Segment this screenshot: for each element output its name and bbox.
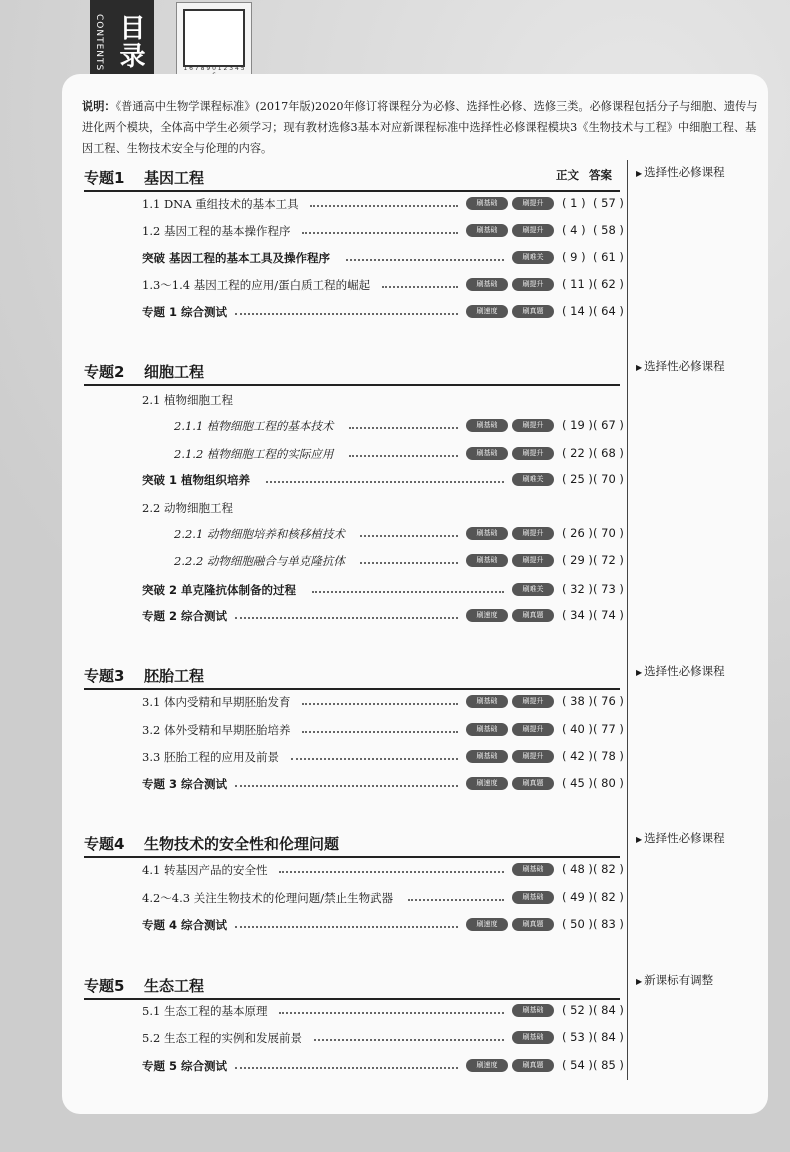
toc-entry-label: 2.1.2 植物细胞工程的实际应用 — [174, 447, 334, 461]
leader-dots — [310, 205, 458, 207]
practice-chip: 刷速度 — [466, 305, 508, 318]
note-label: 说明： — [82, 100, 116, 113]
column-main: 正文 — [556, 168, 579, 182]
toc-entry-label: 2.1.1 植物细胞工程的基本技术 — [174, 419, 334, 433]
practice-chip: 刷提升 — [512, 447, 554, 460]
unit-number: 专题4 — [84, 835, 125, 853]
toc-row — [0, 917, 625, 933]
toc-entry-label: 5.1 生态工程的基本原理 — [142, 1004, 268, 1018]
practice-chip: 刷基础 — [512, 863, 554, 876]
answer-page-number: ( 61 ) — [593, 250, 624, 264]
toc-entry-label: 2.2.1 动物细胞培养和核移植技术 — [174, 527, 345, 541]
toc-entry-label: 2.2 动物细胞工程 — [142, 501, 233, 515]
leader-dots — [235, 785, 458, 787]
answer-page-number: ( 82 ) — [593, 862, 624, 876]
practice-chip: 刷速度 — [466, 777, 508, 790]
practice-chip: 刷基础 — [466, 278, 508, 291]
practice-chip: 刷速度 — [466, 918, 508, 931]
practice-chip: 刷提升 — [512, 197, 554, 210]
page-number: ( 48 ) — [562, 862, 593, 876]
toc-row — [0, 776, 625, 792]
barcode-digits: 1 6 7 8 9 0 1 2 3 4 5 — [183, 65, 245, 72]
answer-page-number: ( 74 ) — [593, 608, 624, 622]
side-note: ▶ 选择性必修课程 — [636, 663, 725, 679]
toc-row — [0, 553, 625, 569]
toc-entry-label: 5.2 生态工程的实例和发展前景 — [142, 1031, 302, 1045]
page-number: ( 14 ) — [562, 304, 593, 318]
answer-page-number: ( 67 ) — [593, 418, 624, 432]
page-number: ( 45 ) — [562, 776, 593, 790]
practice-chip: 刷基础 — [466, 447, 508, 460]
practice-chip: 刷提升 — [512, 554, 554, 567]
toc-row — [0, 608, 625, 624]
practice-chip: 刷提升 — [512, 278, 554, 291]
toc-row — [0, 1003, 625, 1019]
leader-dots — [360, 562, 458, 564]
toc-row — [0, 304, 625, 320]
answer-page-number: ( 68 ) — [593, 446, 624, 460]
toc-row — [0, 392, 625, 408]
practice-chip: 刷速度 — [466, 1059, 508, 1072]
toc-entry-label: 突破 2 单克隆抗体制备的过程 — [142, 583, 297, 597]
answer-page-number: ( 77 ) — [593, 722, 624, 736]
answer-page-number: ( 82 ) — [593, 890, 624, 904]
column-answer: 答案 — [589, 168, 612, 182]
toc-entry-label: 1.2 基因工程的基本操作程序 — [142, 224, 291, 238]
note-text: 《普通高中生物学课程标准》(2017年版)2020年修订将课程分为必修、选择性必修、选修三类。必修课程包括分子与细胞、遗传与进化两个模块，全体高中学生必须学习；现有教材选修3基本对应新课程标准中选择性必修课程模块3《生物技术与工程》中细胞工程、基因工程、生物技术安全与伦理的内容。 — [82, 100, 758, 155]
toc-row — [0, 1030, 625, 1046]
toc-row — [0, 862, 625, 878]
side-note: ▶ 选择性必修课程 — [636, 164, 725, 180]
leader-dots — [235, 617, 458, 619]
leader-dots — [312, 591, 504, 593]
page-number: ( 9 ) — [562, 250, 586, 264]
answer-page-number: ( 64 ) — [593, 304, 624, 318]
toc-entry-label: 4.1 转基因产品的安全性 — [142, 863, 268, 877]
toc-entry-label: 3.2 体外受精和早期胚胎培养 — [142, 723, 291, 737]
unit-number: 专题5 — [84, 977, 125, 995]
page-number: ( 54 ) — [562, 1058, 593, 1072]
practice-chip: 刷提升 — [512, 224, 554, 237]
page-number: ( 26 ) — [562, 526, 593, 540]
practice-chip: 刷基础 — [466, 750, 508, 763]
answer-page-number: ( 76 ) — [593, 694, 624, 708]
practice-chip: 刷难关 — [512, 583, 554, 596]
practice-chip: 刷基础 — [466, 554, 508, 567]
answer-page-number: ( 57 ) — [593, 196, 624, 210]
practice-chip: 刷基础 — [466, 527, 508, 540]
practice-chip: 刷真题 — [512, 1059, 554, 1072]
unit-heading — [84, 832, 620, 858]
contents-title: 目录 — [115, 14, 145, 70]
toc-entry-label: 3.3 胚胎工程的应用及前景 — [142, 750, 279, 764]
answer-page-number: ( 78 ) — [593, 749, 624, 763]
toc-entry-label: 突破 基因工程的基本工具及操作程序 — [142, 251, 331, 265]
page-number: ( 11 ) — [562, 277, 593, 291]
answer-page-number: ( 70 ) — [593, 526, 624, 540]
toc-entry-label: 专题 4 综合测试 — [142, 918, 228, 932]
leader-dots — [302, 232, 458, 234]
toc-row — [0, 749, 625, 765]
page-number: ( 19 ) — [562, 418, 593, 432]
page-number: ( 49 ) — [562, 890, 593, 904]
answer-page-number: ( 62 ) — [593, 277, 624, 291]
toc-row — [0, 694, 625, 710]
toc-row — [0, 1058, 625, 1074]
practice-chip: 刷真题 — [512, 305, 554, 318]
page-number: ( 52 ) — [562, 1003, 593, 1017]
page-number: ( 29 ) — [562, 553, 593, 567]
toc-row — [0, 418, 625, 434]
unit-number: 专题2 — [84, 363, 125, 381]
practice-chip: 刷难关 — [512, 251, 554, 264]
answer-page-number: ( 84 ) — [593, 1030, 624, 1044]
barcode-sticker — [176, 2, 252, 82]
unit-number: 专题3 — [84, 667, 125, 685]
page-number: ( 38 ) — [562, 694, 593, 708]
page-number: ( 53 ) — [562, 1030, 593, 1044]
practice-chip: 刷提升 — [512, 527, 554, 540]
leader-dots — [302, 731, 458, 733]
leader-dots — [302, 703, 458, 705]
toc-entry-label: 4.2～4.3 关注生物技术的伦理问题/禁止生物武器 — [142, 891, 394, 905]
toc-entry-label: 专题 5 综合测试 — [142, 1059, 228, 1073]
toc-entry-label: 1.3～1.4 基因工程的应用/蛋白质工程的崛起 — [142, 278, 371, 292]
page-number: ( 32 ) — [562, 582, 593, 596]
leader-dots — [235, 1067, 458, 1069]
unit-heading — [84, 664, 620, 690]
answer-page-number: ( 84 ) — [593, 1003, 624, 1017]
leader-dots — [291, 758, 458, 760]
answer-page-number: ( 72 ) — [593, 553, 624, 567]
unit-heading — [84, 166, 620, 192]
toc-row — [0, 446, 625, 462]
side-note: ▶ 选择性必修课程 — [636, 358, 725, 374]
unit-name: 生态工程 — [144, 977, 205, 995]
practice-chip: 刷基础 — [512, 891, 554, 904]
toc-entry-label: 2.1 植物细胞工程 — [142, 393, 233, 407]
answer-page-number: ( 83 ) — [593, 917, 624, 931]
toc-row — [0, 722, 625, 738]
side-note: ▶ 新课标有调整 — [636, 972, 713, 988]
practice-chip: 刷提升 — [512, 723, 554, 736]
page-number: ( 1 ) — [562, 196, 586, 210]
toc-row — [0, 223, 625, 239]
practice-chip: 刷基础 — [466, 419, 508, 432]
page-number: ( 50 ) — [562, 917, 593, 931]
leader-dots — [349, 427, 458, 429]
leader-dots — [360, 535, 458, 537]
toc-entry-label: 3.1 体内受精和早期胚胎发育 — [142, 695, 291, 709]
toc-entry-label: 专题 3 综合测试 — [142, 777, 228, 791]
practice-chip: 刷提升 — [512, 695, 554, 708]
side-note: ▶ 选择性必修课程 — [636, 830, 725, 846]
unit-heading — [84, 974, 620, 1000]
practice-chip: 刷真题 — [512, 777, 554, 790]
toc-row — [0, 582, 625, 598]
practice-chip: 刷基础 — [466, 197, 508, 210]
unit-name: 细胞工程 — [144, 363, 205, 381]
leader-dots — [266, 481, 504, 483]
leader-dots — [235, 313, 458, 315]
contents-title-en: CONTENTS — [94, 14, 104, 72]
answer-page-number: ( 85 ) — [593, 1058, 624, 1072]
toc-entry-label: 1.1 DNA 重组技术的基本工具 — [142, 197, 299, 211]
leader-dots — [279, 1012, 504, 1014]
practice-chip: 刷真题 — [512, 918, 554, 931]
page-number: ( 4 ) — [562, 223, 586, 237]
unit-number: 专题1 — [84, 169, 125, 187]
page-number: ( 34 ) — [562, 608, 593, 622]
practice-chip: 刷提升 — [512, 419, 554, 432]
page-number: ( 40 ) — [562, 722, 593, 736]
answer-page-number: ( 70 ) — [593, 472, 624, 486]
practice-chip: 刷速度 — [466, 609, 508, 622]
toc-row — [0, 500, 625, 516]
toc-row — [0, 277, 625, 293]
toc-entry-label: 专题 1 综合测试 — [142, 305, 228, 319]
unit-name: 基因工程 — [144, 169, 205, 187]
page-number: ( 42 ) — [562, 749, 593, 763]
intro-note — [82, 96, 762, 159]
practice-chip: 刷提升 — [512, 750, 554, 763]
unit-name: 生物技术的安全性和伦理问题 — [144, 835, 340, 853]
practice-chip: 刷基础 — [466, 695, 508, 708]
practice-chip: 刷基础 — [512, 1031, 554, 1044]
toc-row — [0, 196, 625, 212]
barcode-box — [183, 9, 245, 67]
leader-dots — [408, 899, 504, 901]
practice-chip: 刷难关 — [512, 473, 554, 486]
leader-dots — [235, 926, 458, 928]
leader-dots — [346, 259, 504, 261]
leader-dots — [349, 455, 458, 457]
practice-chip: 刷基础 — [466, 224, 508, 237]
toc-entry-label: 2.2.2 动物细胞融合与单克隆抗体 — [174, 554, 345, 568]
answer-page-number: ( 73 ) — [593, 582, 624, 596]
side-divider — [627, 160, 628, 1080]
toc-entry-label: 专题 2 综合测试 — [142, 609, 228, 623]
leader-dots — [314, 1039, 504, 1041]
toc-row — [0, 250, 625, 266]
practice-chip: 刷真题 — [512, 609, 554, 622]
unit-heading — [84, 360, 620, 386]
toc-row — [0, 890, 625, 906]
page-number: ( 22 ) — [562, 446, 593, 460]
practice-chip: 刷基础 — [466, 723, 508, 736]
practice-chip: 刷基础 — [512, 1004, 554, 1017]
unit-name: 胚胎工程 — [144, 667, 205, 685]
leader-dots — [382, 286, 458, 288]
answer-page-number: ( 58 ) — [593, 223, 624, 237]
toc-entry-label: 突破 1 植物组织培养 — [142, 473, 251, 487]
page-number: ( 25 ) — [562, 472, 593, 486]
toc-row — [0, 472, 625, 488]
leader-dots — [279, 871, 504, 873]
toc-row — [0, 526, 625, 542]
answer-page-number: ( 80 ) — [593, 776, 624, 790]
